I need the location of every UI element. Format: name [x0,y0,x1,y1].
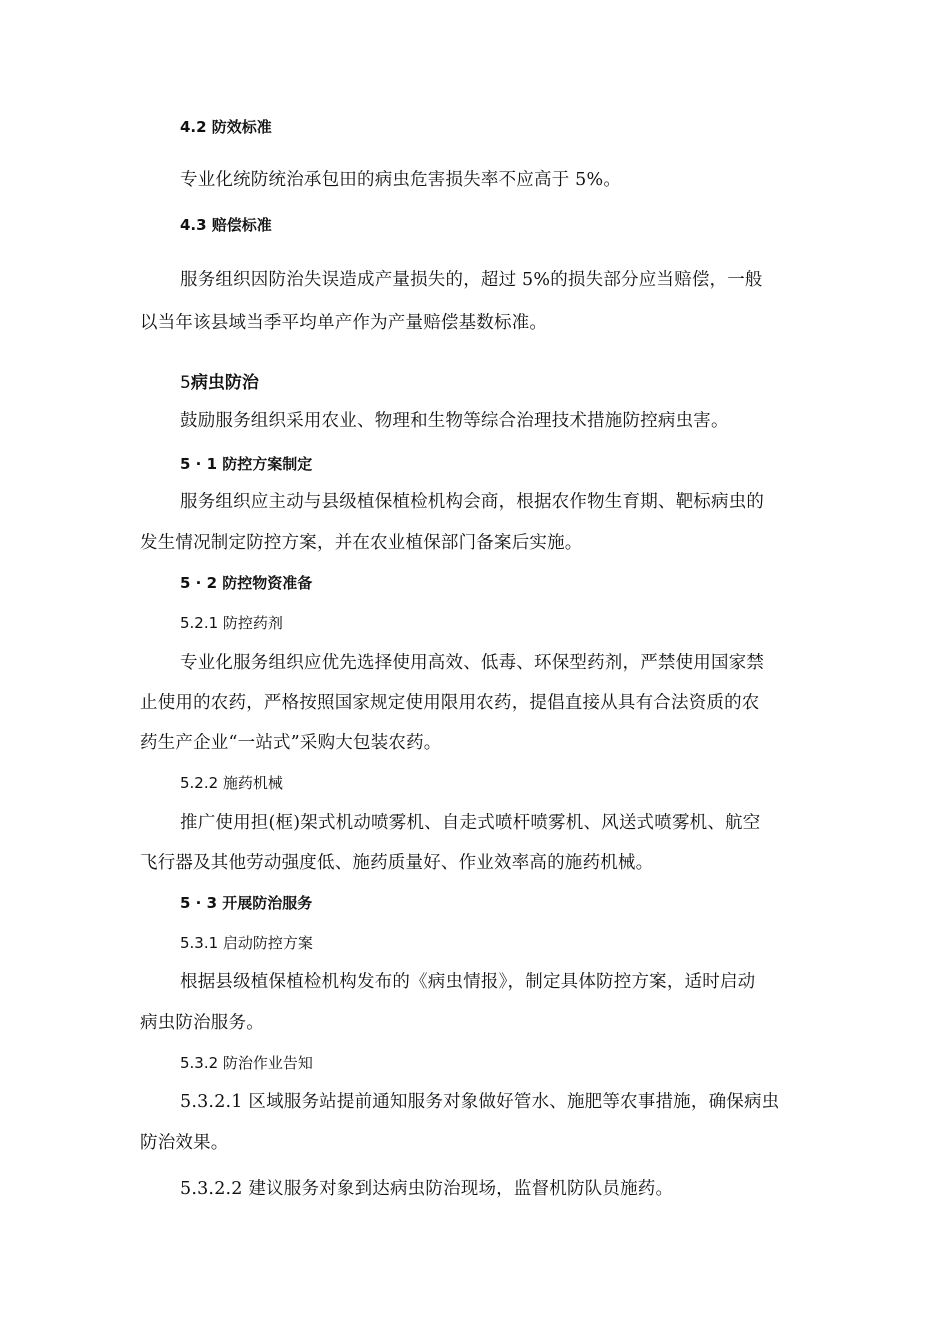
paragraph-line: 专业化统防统治承包田的病虫危害损失率不应高于 5%。 [180,170,622,190]
section-number: 5 [180,373,191,393]
section-title: 病虫防治 [190,373,259,393]
heading-4-3: 4.3 赔偿标准 [180,216,272,234]
paragraph-line: 服务组织因防治失误造成产量损失的，超过 5%的损失部分应当赔偿，一般 [180,270,763,290]
paragraph-line: 5.3.2.1 区域服务站提前通知服务对象做好管水、施肥等农事措施，确保病虫 [180,1092,780,1112]
paragraph-line: 以当年该县域当季平均单产作为产量赔偿基数标准。 [140,313,548,333]
paragraph-line: 鼓励服务组织采用农业、物理和生物等综合治理技术措施防控病虫害。 [180,411,729,431]
section-5-title [180,375,259,392]
paragraph-line: 推广使用担(框)架式机动喷雾机、自走式喷杆喷雾机、风送式喷雾机、航空 [180,813,761,833]
paragraph-line: 防治效果。 [140,1133,229,1153]
heading-5-2: 5 · 2 防控物资准备 [180,574,313,592]
paragraph-line: 发生情况制定防控方案，并在农业植保部门备案后实施。 [140,533,583,553]
paragraph-line: 飞行器及其他劳动强度低、施药质量好、作业效率高的施药机械。 [140,853,654,873]
heading-5-2-1: 5.2.1 防控药剂 [180,614,283,632]
heading-5-3-2: 5.3.2 防治作业告知 [180,1054,313,1072]
heading-5-3-1: 5.3.1 启动防控方案 [180,934,313,952]
heading-5-3: 5 · 3 开展防治服务 [180,894,313,912]
paragraph-line: 根据县级植保植检机构发布的《病虫情报》，制定具体防控方案，适时启动 [180,972,756,992]
heading-4-2: 4.2 防效标准 [180,118,272,136]
paragraph-line: 病虫防治服务。 [140,1013,264,1033]
paragraph-line: 药生产企业“一站式”采购大包装农药。 [140,733,442,753]
heading-5-1: 5 · 1 防控方案制定 [180,455,313,473]
paragraph-line: 服务组织应主动与县级植保植检机构会商，根据农作物生育期、靶标病虫的 [180,492,765,512]
paragraph-line: 专业化服务组织应优先选择使用高效、低毒、环保型药剂，严禁使用国家禁 [180,653,765,673]
paragraph-line: 止使用的农药，严格按照国家规定使用限用农药，提倡直接从具有合法资质的农 [140,693,760,713]
paragraph-line: 5.3.2.2 建议服务对象到达病虫防治现场，监督机防队员施药。 [180,1179,674,1199]
heading-5-2-2: 5.2.2 施药机械 [180,774,283,792]
